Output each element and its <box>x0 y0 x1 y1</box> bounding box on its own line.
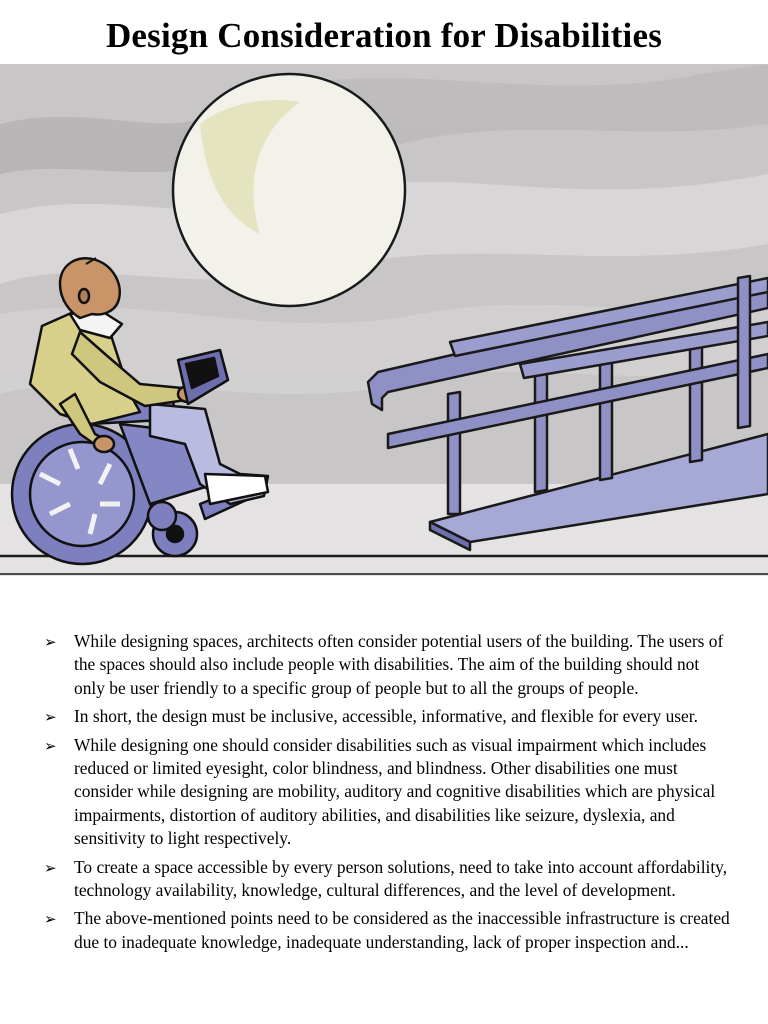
arrow-bullet-icon: ➢ <box>44 708 57 727</box>
list-item <box>44 907 734 954</box>
arrow-bullet-icon: ➢ <box>44 736 57 755</box>
list-item <box>44 856 734 903</box>
bullet-text: To create a space accessible by every person solutions, need to take into account affordability, technology availability, knowledge, cultural differences, and the level of development. <box>74 856 728 901</box>
list-item <box>44 705 734 728</box>
moon <box>173 74 405 306</box>
arrow-bullet-icon: ➢ <box>44 633 57 651</box>
page-title: Design Consideration for Disabilities <box>105 16 663 55</box>
bullet-text: The above-mentioned points need to be considered as the inaccessible infrastructure is created due to inadequate knowledge, inadequate understanding, lack of proper inspection and... <box>74 908 730 952</box>
arrow-bullet-icon: ➢ <box>44 858 57 877</box>
bullet-text: In short, the design must be inclusive, accessible, informative, and flexible for every user. <box>74 706 698 727</box>
list-item <box>44 630 734 700</box>
bullet-text: While designing one should consider disabilities such as visual impairment which includes reduced or limited eyesight, color blindness, and blindness. Other disabilities one must consider while designing are mobility, auditory and cognitive disabilities which are physical impairments, distortion of auditory abilities, and disabilities like seizure, dyslexia, and sensitivity to light respectively. <box>74 734 716 849</box>
bullet-text: While designing spaces, architects often consider potential users of the building. The users of the spaces should also include people with disabilities. The aim of the building should not only be user friendly to a specific group of people but to all the groups of people. <box>74 631 724 698</box>
wheelchair-ramp-illustration <box>0 64 768 576</box>
list-item <box>44 734 734 851</box>
arrow-bullet-icon: ➢ <box>44 910 57 929</box>
bullet-list <box>44 630 734 959</box>
